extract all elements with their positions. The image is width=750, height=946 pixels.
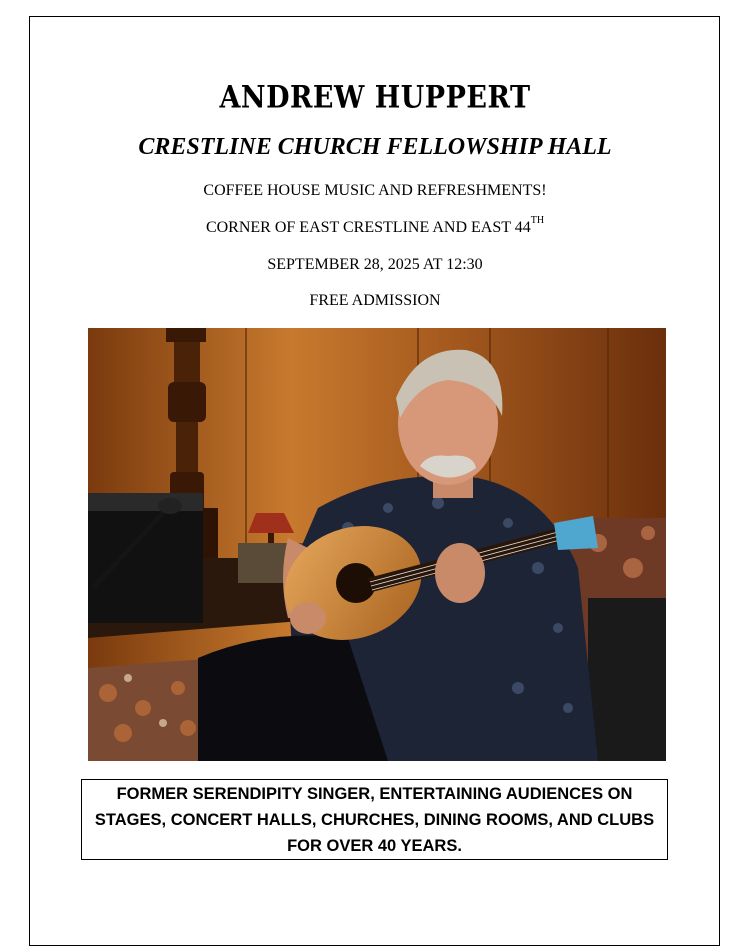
ordinal-suffix: TH	[530, 215, 545, 226]
page-title: ANDREW HUPPERT	[219, 79, 531, 116]
location-text: CORNER OF EAST CRESTLINE AND EAST 44	[205, 219, 531, 236]
performer-photo	[88, 328, 666, 761]
venue-heading: CRESTLINE CHURCH FELLOWSHIP HALL	[138, 134, 612, 160]
performer-bio: FORMER SERENDIPITY SINGER, ENTERTAINING AUDIENCES ON STAGES, CONCERT HALLS, CHURCHES, DINING ROOMS, AND CLUBS FOR OVER 40 YEARS.	[81, 779, 668, 860]
event-description: COFFEE HOUSE MUSIC AND REFRESHMENTS!	[203, 182, 547, 199]
event-location	[0, 215, 750, 237]
event-date: SEPTEMBER 28, 2025 AT 12:30	[267, 256, 483, 273]
performer-photo-illustration	[88, 328, 666, 761]
event-admission: FREE ADMISSION	[309, 292, 441, 309]
